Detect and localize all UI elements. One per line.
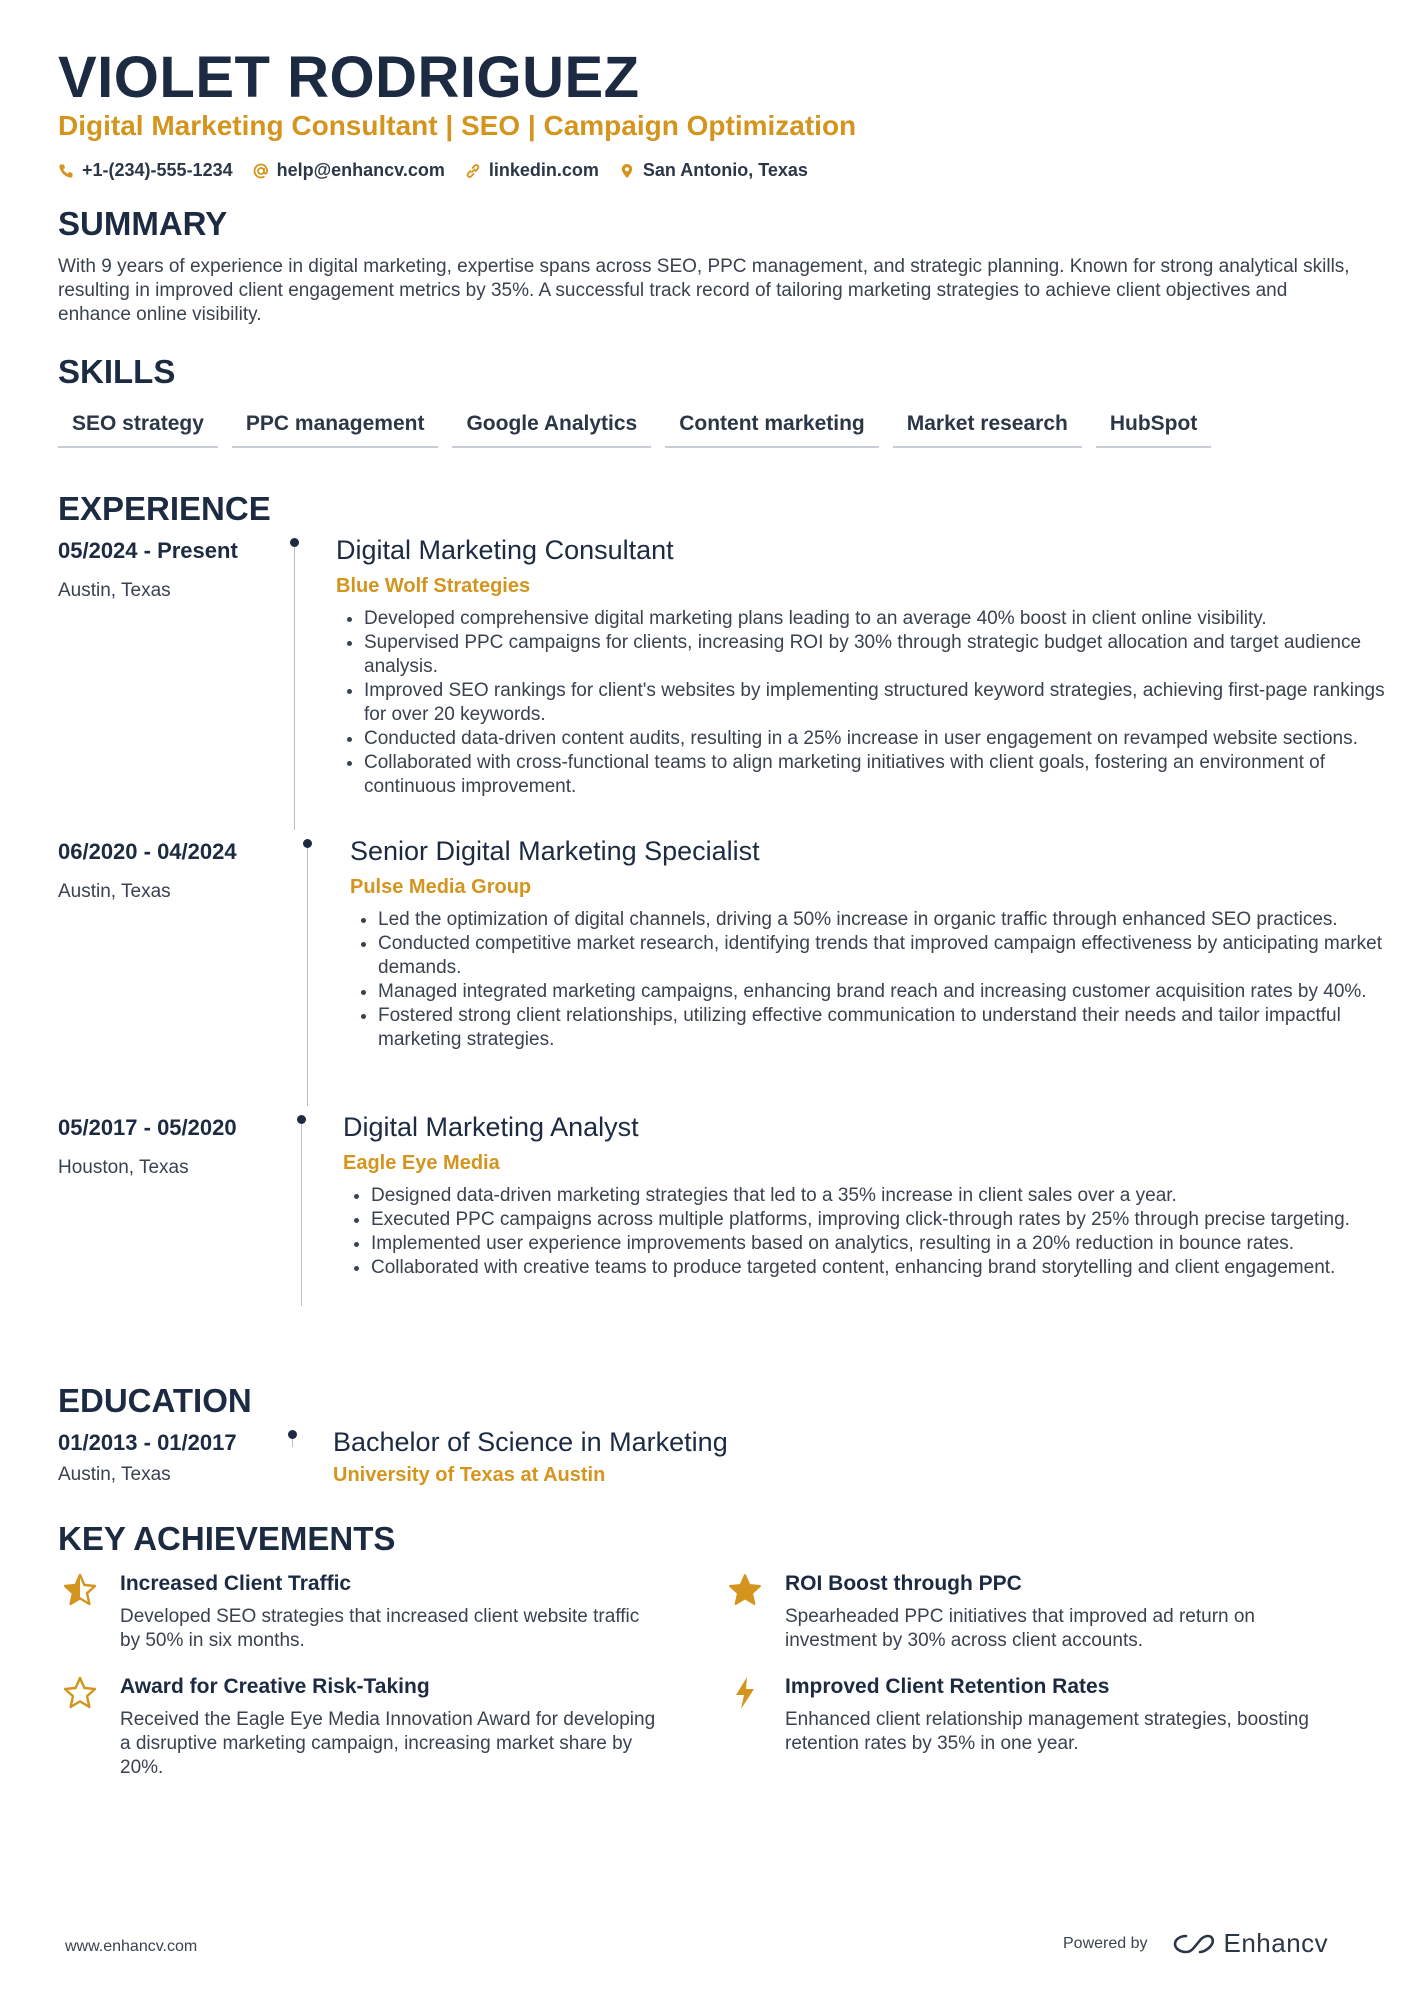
at-sign-icon <box>253 163 269 179</box>
job-location: Austin, Texas <box>58 881 171 902</box>
candidate-name: VIOLET RODRIGUEZ <box>58 45 640 110</box>
education-location: Austin, Texas <box>58 1464 171 1485</box>
job-bullet: • Conducted competitive market research, identifying trends that improved campaign effectiveness by anticipating market demands. <box>378 932 1388 980</box>
footer-branding <box>1063 1928 1328 1959</box>
job-company: Pulse Media Group <box>350 876 532 898</box>
skill-tag: Google Analytics <box>452 408 651 448</box>
job-location: Houston, Texas <box>58 1157 189 1178</box>
job-company: Blue Wolf Strategies <box>336 575 531 597</box>
achievement-item <box>727 1675 1347 1765</box>
achievements-heading: KEY ACHIEVEMENTS <box>58 1520 396 1557</box>
education-school: University of Texas at Austin <box>333 1464 606 1486</box>
timeline-dot <box>288 1430 297 1439</box>
skills-list <box>58 408 1211 448</box>
enhancv-logo-icon <box>1172 1932 1216 1956</box>
timeline-line <box>294 547 295 830</box>
brand-name: Enhancv <box>1223 1928 1329 1958</box>
job-dates: 05/2017 - 05/2020 <box>58 1115 237 1140</box>
half-star-icon <box>62 1572 98 1608</box>
job-dates: 06/2020 - 04/2024 <box>58 839 237 864</box>
skill-tag: SEO strategy <box>58 408 218 448</box>
job-role: Digital Marketing Consultant <box>336 535 674 565</box>
star-outline-icon <box>62 1675 98 1711</box>
timeline-dot <box>290 538 299 547</box>
location-text: San Antonio, Texas <box>642 160 808 180</box>
timeline-line <box>301 1124 302 1306</box>
job-bullet: • Supervised PPC campaigns for clients, increasing ROI by 30% through strategic budget allocation and target audience analysis. <box>364 631 1394 679</box>
achievement-item <box>727 1572 1347 1662</box>
job-company: Eagle Eye Media <box>343 1152 500 1174</box>
job-bullet: • Developed comprehensive digital marketing plans leading to an average 40% boost in client online visibility. <box>364 607 1394 631</box>
contact-email[interactable] <box>253 160 445 181</box>
skill-tag: Market research <box>893 408 1082 448</box>
footer-website[interactable]: www.enhancv.com <box>65 1938 198 1955</box>
email-text: help@enhancv.com <box>276 160 445 180</box>
contact-bar <box>58 160 808 181</box>
achievement-desc: Spearheaded PPC initiatives that improved ad return on investment by 30% across client accounts. <box>785 1606 1255 1651</box>
job-bullets <box>336 607 1394 799</box>
job-role: Senior Digital Marketing Specialist <box>350 836 760 866</box>
linkedin-text: linkedin.com <box>488 160 599 180</box>
timeline-dot <box>297 1115 306 1124</box>
education-degree: Bachelor of Science in Marketing <box>333 1427 728 1457</box>
achievement-desc: Received the Eagle Eye Media Innovation Award for developing a disruptive marketing campaign, increasing market share by 20%. <box>120 1709 656 1778</box>
job-role: Digital Marketing Analyst <box>343 1112 639 1142</box>
achievement-desc: Enhanced client relationship management strategies, boosting retention rates by 35% in one year. <box>785 1709 1309 1754</box>
job-dates: 05/2024 - Present <box>58 538 238 563</box>
skills-heading: SKILLS <box>58 353 176 390</box>
timeline-dot <box>303 839 312 848</box>
phone-icon <box>58 163 74 179</box>
job-bullets <box>343 1184 1391 1280</box>
achievement-desc: Developed SEO strategies that increased client website traffic by 50% in six months. <box>120 1606 640 1651</box>
job-bullet: • Collaborated with cross-functional teams to align marketing initiatives with client goals, fostering an environment of continuous improvement. <box>364 751 1394 799</box>
job-bullet: • Led the optimization of digital channels, driving a 50% increase in organic traffic through enhanced SEO practices. <box>378 908 1388 932</box>
achievement-title: ROI Boost through PPC <box>785 1572 1022 1595</box>
experience-heading: EXPERIENCE <box>58 490 271 527</box>
achievement-item <box>62 1572 682 1662</box>
lightning-icon <box>727 1675 763 1711</box>
skill-tag: Content marketing <box>665 408 879 448</box>
achievement-title: Improved Client Retention Rates <box>785 1675 1110 1698</box>
job-bullet: • Collaborated with creative teams to produce targeted content, enhancing brand storytelling and client engagement. <box>371 1256 1391 1280</box>
job-bullet: • Improved SEO rankings for client's websites by implementing structured keyword strategies, achieving first-page rankings for over 20 keywords. <box>364 679 1394 727</box>
contact-phone[interactable] <box>58 160 233 181</box>
timeline-line <box>307 848 308 1106</box>
achievement-item <box>62 1675 682 1785</box>
job-bullet: • Designed data-driven marketing strategies that led to a 35% increase in client sales over a year. <box>371 1184 1391 1208</box>
powered-by-label: Powered by <box>1063 1934 1148 1952</box>
star-icon <box>727 1572 763 1608</box>
education-dates: 01/2013 - 01/2017 <box>58 1430 237 1455</box>
job-bullet: • Conducted data-driven content audits, resulting in a 25% increase in user engagement on revamped website sections. <box>364 727 1394 751</box>
education-heading: EDUCATION <box>58 1382 252 1419</box>
job-bullet: • Fostered strong client relationships, utilizing effective communication to understand their needs and tailor impactful marketing strategies. <box>378 1004 1388 1052</box>
job-bullets <box>350 908 1388 1052</box>
job-bullet: • Executed PPC campaigns across multiple platforms, improving click-through rates by 25% through precise targeting. <box>371 1208 1391 1232</box>
link-icon <box>465 163 481 179</box>
timeline-line <box>292 1439 293 1447</box>
job-location: Austin, Texas <box>58 580 171 601</box>
contact-location <box>619 160 808 181</box>
skill-tag: PPC management <box>232 408 439 448</box>
brand-logo[interactable] <box>1172 1928 1329 1959</box>
achievement-title: Award for Creative Risk-Taking <box>120 1675 430 1698</box>
phone-text: +1-(234)-555-1234 <box>82 160 233 180</box>
summary-text: With 9 years of experience in digital marketing, expertise spans across SEO, PPC management, and strategic planning. Known for strong analytical skills, resulting in improved client engagement metrics by 35%. A successful track record of tailoring marketing strategies to achieve client objectives and enhance online visibility. <box>58 256 1350 325</box>
achievement-title: Increased Client Traffic <box>120 1572 352 1595</box>
summary-heading: SUMMARY <box>58 205 228 242</box>
headline: Digital Marketing Consultant | SEO | Campaign Optimization <box>58 110 857 141</box>
job-bullet: • Implemented user experience improvements based on analytics, resulting in a 20% reduction in bounce rates. <box>371 1232 1391 1256</box>
contact-linkedin[interactable] <box>465 160 599 181</box>
job-bullet: • Managed integrated marketing campaigns, enhancing brand reach and increasing customer acquisition rates by 40%. <box>378 980 1388 1004</box>
location-pin-icon <box>619 163 635 179</box>
skill-tag: HubSpot <box>1096 408 1211 448</box>
